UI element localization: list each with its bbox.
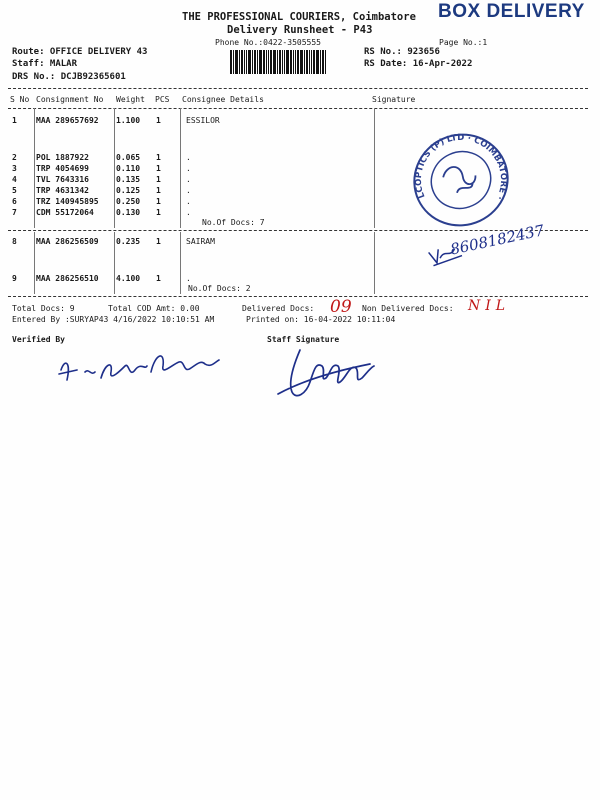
row-weight: 0.125: [116, 186, 141, 195]
column-rule: [114, 232, 115, 294]
row-consignee: ESSILOR: [186, 116, 220, 125]
page-number: Page No.:1: [439, 38, 488, 47]
entered-by: Entered By :SURYAP43 4/16/2022 10:10:51 AM: [12, 315, 215, 324]
row-weight: 0.130: [116, 208, 141, 217]
row-sno: 3: [12, 164, 17, 173]
row-sno: 2: [12, 153, 17, 162]
column-rule: [374, 108, 375, 228]
row-pcs: 1: [156, 274, 161, 283]
row-sno: 9: [12, 274, 17, 283]
handwritten-phone: 8608182437: [448, 221, 546, 259]
row-weight: 0.135: [116, 175, 141, 184]
col-signature: Signature: [372, 95, 416, 104]
runsheet-title: Delivery Runsheet - P43: [227, 24, 373, 36]
verified-by-label: Verified By: [12, 335, 65, 344]
non-delivered-label: Non Delivered Docs:: [362, 304, 454, 313]
row-sno: 8: [12, 237, 17, 246]
row-pcs: 1: [156, 164, 161, 173]
delivered-value: 09: [330, 297, 352, 317]
barcode: [230, 50, 346, 74]
staff-signature-label: Staff Signature: [267, 335, 340, 344]
col-weight: Weight: [116, 95, 145, 104]
company-title: THE PROFESSIONAL COURIERS, Coimbatore: [182, 11, 416, 23]
row-sno: 1: [12, 116, 17, 125]
col-consignee: Consignee Details: [182, 95, 264, 104]
row-weight: 0.110: [116, 164, 141, 173]
row-sno: 6: [12, 197, 17, 206]
row-consignment: CDM 55172064: [36, 208, 94, 217]
column-rule: [374, 232, 375, 294]
column-rule: [34, 232, 35, 294]
box-delivery-label: BOX DELIVERY: [438, 1, 585, 22]
staff: Staff: MALAR: [12, 59, 78, 69]
row-consignment: TRP 4631342: [36, 186, 89, 195]
row-consignment: MAA 289657692: [36, 116, 99, 125]
row-sno: 5: [12, 186, 17, 195]
divider: [8, 88, 588, 89]
route: Route: OFFICE DELIVERY 43: [12, 47, 148, 57]
row-consignment: MAA 286256510: [36, 274, 99, 283]
printed-on: Printed on: 16-04-2022 10:11:04: [246, 315, 396, 324]
row-consignee: .: [186, 208, 191, 217]
staff-signature: [270, 342, 380, 404]
row-weight: 1.100: [116, 116, 141, 125]
row-consignment: TVL 7643316: [36, 175, 89, 184]
row-consignee: .: [186, 175, 191, 184]
row-consignee: .: [186, 197, 191, 206]
row-consignment: POL 1887922: [36, 153, 89, 162]
row-pcs: 1: [156, 116, 161, 125]
stamp-text: LCOPTICS (P) LTD · COIMBATORE ·: [413, 132, 509, 202]
svg-text:LCOPTICS (P) LTD · COIMBATORE: [406, 130, 516, 230]
drs-number: DRS No.: DCJB92365601: [12, 72, 126, 82]
row-weight: 0.250: [116, 197, 141, 206]
row-consignment: TRP 4054699: [36, 164, 89, 173]
row-sno: 4: [12, 175, 17, 184]
row-weight: 0.065: [116, 153, 141, 162]
total-docs: Total Docs: 9: [12, 304, 75, 313]
divider: [8, 108, 588, 109]
row-pcs: 1: [156, 208, 161, 217]
row-consignment: TRZ 140945895: [36, 197, 99, 206]
column-rule: [114, 108, 115, 228]
rs-date: RS Date: 16-Apr-2022: [364, 59, 473, 69]
phone-number: Phone No.:0422-3505555: [215, 38, 321, 47]
non-delivered-value: NIL: [468, 298, 511, 314]
column-rule: [34, 108, 35, 228]
company-stamp: [406, 130, 516, 230]
row-pcs: 1: [156, 175, 161, 184]
row-weight: 4.100: [116, 274, 141, 283]
row-pcs: 1: [156, 237, 161, 246]
rs-number: RS No.: 923656: [364, 47, 440, 57]
group-doc-count: No.Of Docs: 7: [202, 218, 265, 227]
row-pcs: 1: [156, 186, 161, 195]
delivered-label: Delivered Docs:: [242, 304, 315, 313]
group-doc-count: No.Of Docs: 2: [188, 284, 251, 293]
row-pcs: 1: [156, 197, 161, 206]
row-consignment: MAA 286256509: [36, 237, 99, 246]
total-cod: Total COD Amt: 0.00: [108, 304, 200, 313]
row-sno: 7: [12, 208, 17, 217]
row-pcs: 1: [156, 153, 161, 162]
verified-by-signature: [55, 340, 225, 390]
col-sno: S No: [10, 95, 30, 104]
divider: [8, 296, 588, 297]
col-consignment: Consignment No: [36, 95, 104, 104]
row-consignee: .: [186, 186, 191, 195]
row-consignee: .: [186, 164, 191, 173]
row-consignee: .: [186, 153, 191, 162]
row-weight: 0.235: [116, 237, 141, 246]
row-consignee: SAIRAM: [186, 237, 215, 246]
column-rule: [180, 108, 181, 228]
col-pcs: PCS: [155, 95, 170, 104]
column-rule: [180, 232, 181, 294]
row-consignee: .: [186, 274, 191, 283]
